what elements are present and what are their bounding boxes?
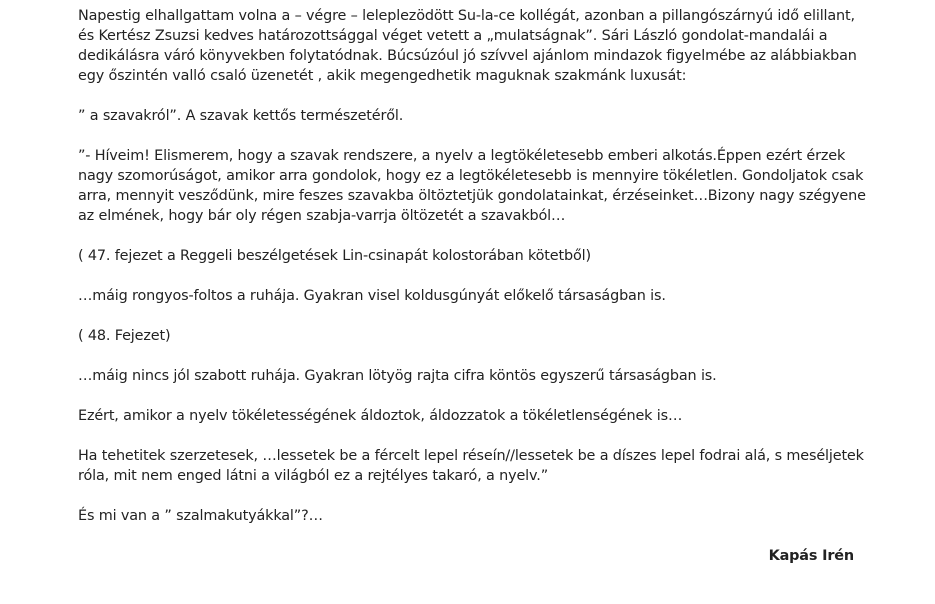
- paragraph: Napestig elhallgattam volna a – végre – leleplezödött Su-la-ce kollégát, azonban a pillangószárnyú idő elillant, és Kertész Zsuzsi kedves határozottsággal véget vetett a „mulatságnak”. Sári László gondolat-mandalái a dedikálásra váró könyvekben folytatódnak. Búcsúzóul jó szívvel ajánlom mindazok figyelmébe az alábbiakban egy őszintén valló csaló üzenetét , akik megengedhetik maguknak szakmánk luxusát:: [78, 8, 857, 84]
- paragraph: ” a szavakról”. A szavak kettős természetéről.: [78, 108, 404, 124]
- article-body: [78, 6, 868, 586]
- paragraph: …máig nincs jól szabott ruhája. Gyakran lötyög rajta cifra köntös egyszerű társaságban is.: [78, 368, 717, 384]
- paragraph: Ezért, amikor a nyelv tökéletességének áldoztok, áldozzatok a tökéletlenségének is…: [78, 408, 683, 424]
- paragraph: És mi van a ” szalmakutyákkal”?…: [78, 508, 323, 524]
- paragraph: Ha tehetitek szerzetesek, …lessetek be a fércelt lepel réseín//lessetek be a díszes lepel fodrai alá, s meséljetek róla, mit nem enged látni a világból ez a rejtélyes takaró, a nyelv.”: [78, 448, 864, 484]
- paragraph: ”- Híveim! Elismerem, hogy a szavak rendszere, a nyelv a legtökéletesebb emberi alkotás.Éppen ezért érzek nagy szomorúságot, amikor arra gondolok, hogy ez a legtökéletesebb is mennyire tökéletlen. Gondoljatok csak arra, mennyit vesződünk, mire feszes szavakba öltöztetjük gondolatainkat, érzéseinket…Bizony nagy szégyene az elmének, hogy bár oly régen szabja-varrja öltözetét a szavakból…: [78, 148, 866, 224]
- paragraph: …máig rongyos-foltos a ruhája. Gyakran visel koldusgúnyát előkelő társaságban is.: [78, 288, 666, 304]
- author-signature: Kapás Irén: [768, 548, 854, 564]
- paragraph: ( 47. fejezet a Reggeli beszélgetések Lin-csinapát kolostorában kötetből): [78, 248, 591, 264]
- paragraph: ( 48. Fejezet): [78, 328, 171, 344]
